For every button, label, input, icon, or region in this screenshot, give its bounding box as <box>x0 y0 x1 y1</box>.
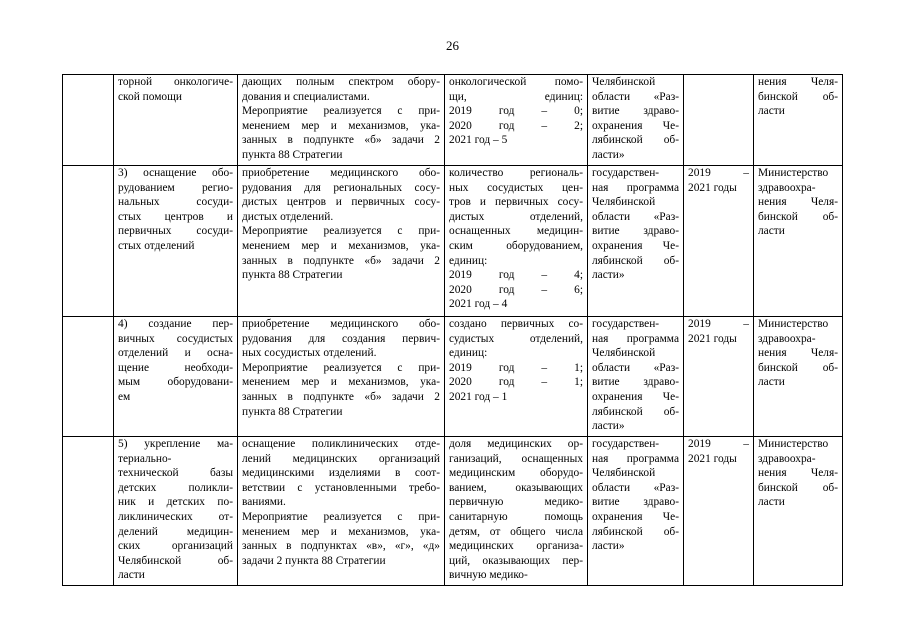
cell-line: щи, единиц: <box>449 90 583 103</box>
cell-line: ветствии с установленными требо- <box>242 481 440 494</box>
cell-paragraph <box>592 75 679 163</box>
responsible-cell <box>754 437 843 586</box>
cell-line: бинской об- <box>758 361 838 374</box>
program-cell <box>588 75 684 166</box>
description-cell <box>238 166 445 317</box>
cell-line: ваниями. <box>242 496 286 509</box>
cell-line: единиц: <box>449 347 488 360</box>
cell-line: менением мер и механизмов, ука- <box>242 119 440 132</box>
cell-line: 2021 годы <box>688 181 737 194</box>
cell-paragraph <box>592 317 679 434</box>
cell-line: ных сосудистых цен- <box>449 181 583 194</box>
cell-line: рудования для создания первич- <box>242 332 440 345</box>
cell-line: дистых отделений, <box>449 210 583 223</box>
cell-line: рудования для региональных сосу- <box>242 181 440 194</box>
cell-paragraph <box>242 224 440 282</box>
cell-line: Челябинской <box>592 347 656 360</box>
measure-name-cell <box>114 75 238 166</box>
cell-line: 2019 год – 4; <box>449 269 583 282</box>
cell-line: судистых отделений, <box>449 332 583 345</box>
cell-line: охранения Че- <box>592 239 679 252</box>
cell-paragraph <box>592 166 679 283</box>
cell-line: ласти» <box>592 148 625 161</box>
page-number: 26 <box>446 38 459 53</box>
cell-line: 2019 – <box>688 167 749 179</box>
cell-line: занных в подпункте «б» задачи 2 <box>242 390 440 403</box>
cell-line: лябинской об- <box>592 254 679 267</box>
table-row <box>63 75 843 166</box>
cell-line: менением мер и механизмов, ука- <box>242 525 440 538</box>
cell-paragraph <box>118 317 233 405</box>
cell-line: нения Челя- <box>758 347 838 360</box>
cell-line: дистых отделений. <box>242 210 334 223</box>
cell-line: ским оборудованием, <box>449 239 583 252</box>
cell-line: детских поликли- <box>118 481 233 494</box>
cell-line: бинской об- <box>758 210 838 223</box>
cell-paragraph <box>449 75 583 148</box>
cell-line: торной онкологиче- <box>118 76 233 88</box>
cell-line: области «Раз- <box>592 481 679 494</box>
row-number-cell <box>63 166 114 317</box>
cell-line: 4) создание пер- <box>118 318 233 330</box>
cell-line: ная программа <box>592 181 679 194</box>
cell-line: оснащенных медицин- <box>449 225 583 238</box>
cell-line: нальных сосуди- <box>118 196 233 209</box>
cell-line: Челябинской об- <box>118 554 233 567</box>
cell-line: 2020 год – 6; <box>449 283 583 296</box>
cell-line: пункта 88 Стратегии <box>242 405 343 418</box>
period-cell <box>684 437 754 586</box>
cell-line: стых отделений <box>118 239 195 252</box>
table-row <box>63 437 843 586</box>
cell-line: ем <box>118 390 131 403</box>
cell-line: витие здраво- <box>592 225 679 238</box>
cell-line: дающих полным спектром обору- <box>242 76 440 88</box>
responsible-cell <box>754 75 843 166</box>
cell-line: государствен- <box>592 167 660 179</box>
cell-line: вичных сосудистых <box>118 332 233 345</box>
cell-line: бинской об- <box>758 90 838 103</box>
cell-paragraph <box>758 75 838 119</box>
cell-line: 2019 – <box>688 318 749 330</box>
measure-name-cell <box>114 317 238 437</box>
cell-paragraph <box>592 437 679 554</box>
measures-table <box>62 74 843 586</box>
cell-paragraph <box>242 104 440 162</box>
cell-paragraph <box>449 166 583 312</box>
cell-line: ных сосудистых отделений. <box>242 347 377 360</box>
cell-line: делений медицин- <box>118 525 233 538</box>
cell-line: приобретение медицинского обо- <box>242 318 440 330</box>
measure-name-cell <box>114 437 238 586</box>
row-number-cell <box>63 317 114 437</box>
cell-line: ник и детских по- <box>118 496 233 509</box>
cell-line: 2021 год – 5 <box>449 134 508 147</box>
cell-line: детям, от общего числа <box>449 525 583 538</box>
cell-line: ласти» <box>592 269 625 282</box>
cell-paragraph <box>242 361 440 419</box>
cell-line: Мероприятие реализуется с при- <box>242 361 440 374</box>
cell-line: ласти» <box>592 540 625 553</box>
cell-line: 2021 годы <box>688 452 737 465</box>
period-cell <box>684 317 754 437</box>
description-cell <box>238 75 445 166</box>
cell-line: доля медицинских ор- <box>449 438 583 450</box>
table-row <box>63 166 843 317</box>
cell-line: 2021 год – 1 <box>449 390 508 403</box>
cell-line: здравоохра- <box>758 332 816 345</box>
period-cell <box>684 75 754 166</box>
cell-paragraph <box>758 437 838 510</box>
description-cell <box>238 437 445 586</box>
cell-line: лений медицинских организаций <box>242 452 440 465</box>
cell-line: задачи 2 пункта 88 Стратегии <box>242 554 386 567</box>
cell-paragraph <box>242 437 440 510</box>
measure-name-cell <box>114 166 238 317</box>
responsible-cell <box>754 317 843 437</box>
cell-line: здравоохра- <box>758 181 816 194</box>
cell-line: ласти <box>118 569 145 582</box>
cell-line: ласти <box>758 105 785 118</box>
cell-line: вичную медико- <box>449 569 528 582</box>
cell-line: 2020 год – 1; <box>449 376 583 389</box>
cell-line: витие здраво- <box>592 105 679 118</box>
program-cell <box>588 317 684 437</box>
cell-line: области «Раз- <box>592 361 679 374</box>
cell-paragraph <box>118 166 233 254</box>
cell-paragraph <box>242 317 440 361</box>
cell-line: рудованием регио- <box>118 181 233 194</box>
cell-paragraph <box>688 437 749 466</box>
cell-line: 2021 годы <box>688 332 737 345</box>
cell-line: пункта 88 Стратегии <box>242 269 343 282</box>
cell-line: витие здраво- <box>592 376 679 389</box>
cell-paragraph <box>449 317 583 405</box>
cell-line: ласти» <box>592 420 625 433</box>
cell-line: лябинской об- <box>592 134 679 147</box>
cell-line: ванием, оказывающих <box>449 481 583 494</box>
cell-line: занных в подпунктах «в», «г», «д» <box>242 540 440 553</box>
cell-line: единиц: <box>449 254 488 267</box>
cell-line: стых центров и <box>118 210 233 223</box>
cell-line: Челябинской <box>592 76 656 88</box>
cell-line: первичных сосуди- <box>118 225 233 238</box>
cell-line: онкологической помо- <box>449 76 583 88</box>
cell-line: области «Раз- <box>592 210 679 223</box>
row-number-cell <box>63 75 114 166</box>
cell-line: 2019 – <box>688 438 749 450</box>
indicator-cell <box>445 75 588 166</box>
cell-line: Челябинской <box>592 467 656 480</box>
cell-line: оснащение поликлинических отде- <box>242 438 440 450</box>
cell-line: ганизаций, оснащенных <box>449 452 583 465</box>
cell-line: Министерство <box>758 438 829 450</box>
cell-line: ций, оказывающих пер- <box>449 554 583 567</box>
cell-paragraph <box>688 317 749 346</box>
cell-line: 2019 год – 1; <box>449 361 583 374</box>
cell-line: нения Челя- <box>758 76 838 88</box>
cell-line: лябинской об- <box>592 405 679 418</box>
cell-line: здравоохра- <box>758 452 816 465</box>
cell-line: нения Челя- <box>758 196 838 209</box>
cell-line: ликлинических от- <box>118 510 233 523</box>
cell-paragraph <box>758 166 838 239</box>
cell-line: медицинскими изделиями в соот- <box>242 467 440 480</box>
cell-line: 5) укрепление ма- <box>118 438 233 450</box>
cell-paragraph <box>118 75 233 104</box>
cell-line: ласти <box>758 496 785 509</box>
cell-line: 2021 год – 4 <box>449 298 508 311</box>
cell-line: Челябинской <box>592 196 656 209</box>
cell-paragraph <box>688 166 749 195</box>
cell-line: ная программа <box>592 452 679 465</box>
cell-line: Министерство <box>758 167 829 179</box>
period-cell <box>684 166 754 317</box>
description-cell <box>238 317 445 437</box>
row-number-cell <box>63 437 114 586</box>
cell-line: медицинских организа- <box>449 540 583 553</box>
cell-paragraph <box>242 75 440 104</box>
cell-line: бинской об- <box>758 481 838 494</box>
cell-line: 2019 год – 0; <box>449 105 583 118</box>
cell-line: Министерство <box>758 318 829 330</box>
cell-line: витие здраво- <box>592 496 679 509</box>
cell-line: санитарную помощь <box>449 510 583 523</box>
cell-line: занных в подпункте «б» задачи 2 <box>242 134 440 147</box>
cell-line: ная программа <box>592 332 679 345</box>
cell-line: ских организаций <box>118 540 233 553</box>
cell-line: охранения Че- <box>592 510 679 523</box>
cell-line: ской помощи <box>118 90 182 103</box>
cell-line: щение необходи- <box>118 361 233 374</box>
program-cell <box>588 166 684 317</box>
indicator-cell <box>445 317 588 437</box>
cell-line: 3) оснащение обо- <box>118 167 233 179</box>
cell-line: первичную медико- <box>449 496 583 509</box>
cell-line: мым оборудовани- <box>118 376 233 389</box>
cell-line: государствен- <box>592 438 660 450</box>
cell-line: отделений и осна- <box>118 347 233 360</box>
cell-line: дования и специалистами. <box>242 90 370 103</box>
table-row <box>63 317 843 437</box>
cell-line: тров и первичных сосу- <box>449 196 583 209</box>
cell-line: менением мер и механизмов, ука- <box>242 239 440 252</box>
indicator-cell <box>445 166 588 317</box>
cell-line: пункта 88 Стратегии <box>242 148 343 161</box>
cell-line: лябинской об- <box>592 525 679 538</box>
cell-paragraph <box>118 437 233 583</box>
indicator-cell <box>445 437 588 586</box>
cell-paragraph <box>449 437 583 583</box>
responsible-cell <box>754 166 843 317</box>
cell-line: государствен- <box>592 318 660 330</box>
cell-paragraph <box>758 317 838 390</box>
cell-line: нения Челя- <box>758 467 838 480</box>
cell-paragraph <box>242 510 440 568</box>
cell-line: области «Раз- <box>592 90 679 103</box>
cell-line: дистых центров и первичных сосу- <box>242 196 440 209</box>
cell-line: Мероприятие реализуется с при- <box>242 225 440 238</box>
cell-line: 2020 год – 2; <box>449 119 583 132</box>
cell-line: ласти <box>758 376 785 389</box>
cell-line: териально- <box>118 452 172 465</box>
cell-line: создано первичных со- <box>449 318 583 330</box>
program-cell <box>588 437 684 586</box>
cell-line: приобретение медицинского обо- <box>242 167 440 179</box>
cell-line: технической базы <box>118 467 233 480</box>
cell-line: менением мер и механизмов, ука- <box>242 376 440 389</box>
cell-paragraph <box>242 166 440 224</box>
cell-line: занных в подпункте «б» задачи 2 <box>242 254 440 267</box>
cell-line: охранения Че- <box>592 119 679 132</box>
cell-line: Мероприятие реализуется с при- <box>242 105 440 118</box>
cell-line: охранения Че- <box>592 390 679 403</box>
cell-line: количество региональ- <box>449 167 583 179</box>
cell-line: Мероприятие реализуется с при- <box>242 510 440 523</box>
cell-line: медицинским оборудо- <box>449 467 583 480</box>
cell-line: ласти <box>758 225 785 238</box>
